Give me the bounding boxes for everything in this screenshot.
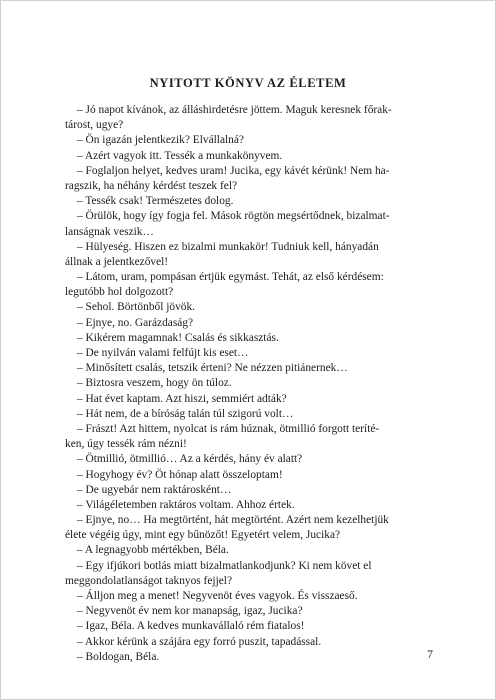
text-line: – Ön igazán jelentkezik? Elvállalná? [77, 134, 244, 147]
text-line: állnak a jelentkezővel! [65, 255, 169, 268]
text-line: – Negyvenöt év nem kor manapság, igaz, Jucika? [77, 605, 303, 618]
text-line: ken, úgy tessék rám nézni! [65, 438, 187, 451]
text-line: – Foglaljon helyet, kedves uram! Jucika, egy kávét kérünk! Nem ha- [77, 164, 390, 177]
text-line: – Egy ifjúkori botlás miatt bizalmatlankodjunk? Ki nem követ el [77, 559, 372, 572]
body-text [65, 103, 441, 665]
text-line: – Jó napot kívánok, az álláshirdetésre jöttem. Maguk keresnek főrak- [77, 104, 392, 116]
text-line: tárost, ugye? [65, 119, 124, 132]
text-line: ragszik, ha néhány kérdést teszek fel? [65, 179, 238, 192]
text-line: – Biztosra veszem, hogy ön túloz. [77, 377, 232, 390]
text-line: legutóbb hol dolgozott? [65, 286, 174, 299]
text-line: – Minősített csalás, tetszik érteni? Ne nézzen pitiánernek… [77, 362, 348, 375]
text-line: – Álljon meg a menet! Negyvenöt éves vagyok. És visszaeső. [77, 590, 358, 602]
text-line: – Boldogan, Béla. [77, 650, 160, 663]
text-line: – Frászt! Azt hittem, nyolcat is rám húznak, ötmillió forgott teríté- [77, 422, 380, 435]
text-line: – Kikérem magamnak! Csalás és sikkasztás. [77, 331, 279, 344]
text-line: – Ejnye, no. Garázdaság? [77, 316, 194, 329]
text-line: – Akkor kérünk a szájára egy forró puszit, tapadással. [77, 635, 322, 648]
text-line: – Világéletemben raktáros voltam. Ahhoz értek. [77, 498, 295, 511]
text-line: – Hat évet kaptam. Azt hiszi, semmiért adták? [77, 392, 287, 405]
text-line: lanságnak veszik… [65, 225, 154, 238]
text-line: – Azért vagyok itt. Tessék a munkakönyvem. [77, 149, 283, 162]
text-line: – De ugyebár nem raktárosként… [77, 483, 232, 496]
text-line: élete végéig úgy, mint egy bűnözőt! Egyetért velem, Jucika? [65, 529, 341, 542]
text-line: – Hát nem, de a bíróság talán túl szigorú volt… [77, 407, 294, 420]
text-line: – Örülök, hogy így fogja fel. Mások rögtön megsértődnek, bizalmat- [77, 210, 390, 223]
text-line: – Látom, uram, pompásan értjük egymást. Tehát, az első kérdésem: [77, 271, 384, 284]
text-line: – De nyilván valami felfújt kis eset… [77, 347, 249, 359]
text-line: – Sehol. Börtönből jövök. [77, 301, 196, 314]
text-line: – Hogyhogy év? Öt hónap alatt összeloptam! [77, 468, 283, 481]
text-line: meggondolatlanságot taknyos fejjel? [65, 574, 233, 587]
text-line: – A legnagyobb mértékben, Béla. [77, 544, 229, 557]
text-line: – Igaz, Béla. A kedves munkavállaló rém fiatalos! [77, 620, 305, 633]
text-line: – Ötmillió, ötmillió… Az a kérdés, hány év alatt? [77, 453, 303, 466]
page-number: 7 [427, 647, 433, 661]
text-line: – Hülyeség. Hiszen ez bizalmi munkakör! Tudniuk kell, hányadán [77, 240, 379, 253]
text-line: – Ejnye, no… Ha megtörtént, hát megtörtént. Azért nem kezelhetjük [77, 514, 389, 527]
chapter-title: NYITOTT KÖNYV AZ ÉLETEM [149, 76, 347, 90]
text-line: – Tessék csak! Természetes dolog. [77, 195, 234, 208]
